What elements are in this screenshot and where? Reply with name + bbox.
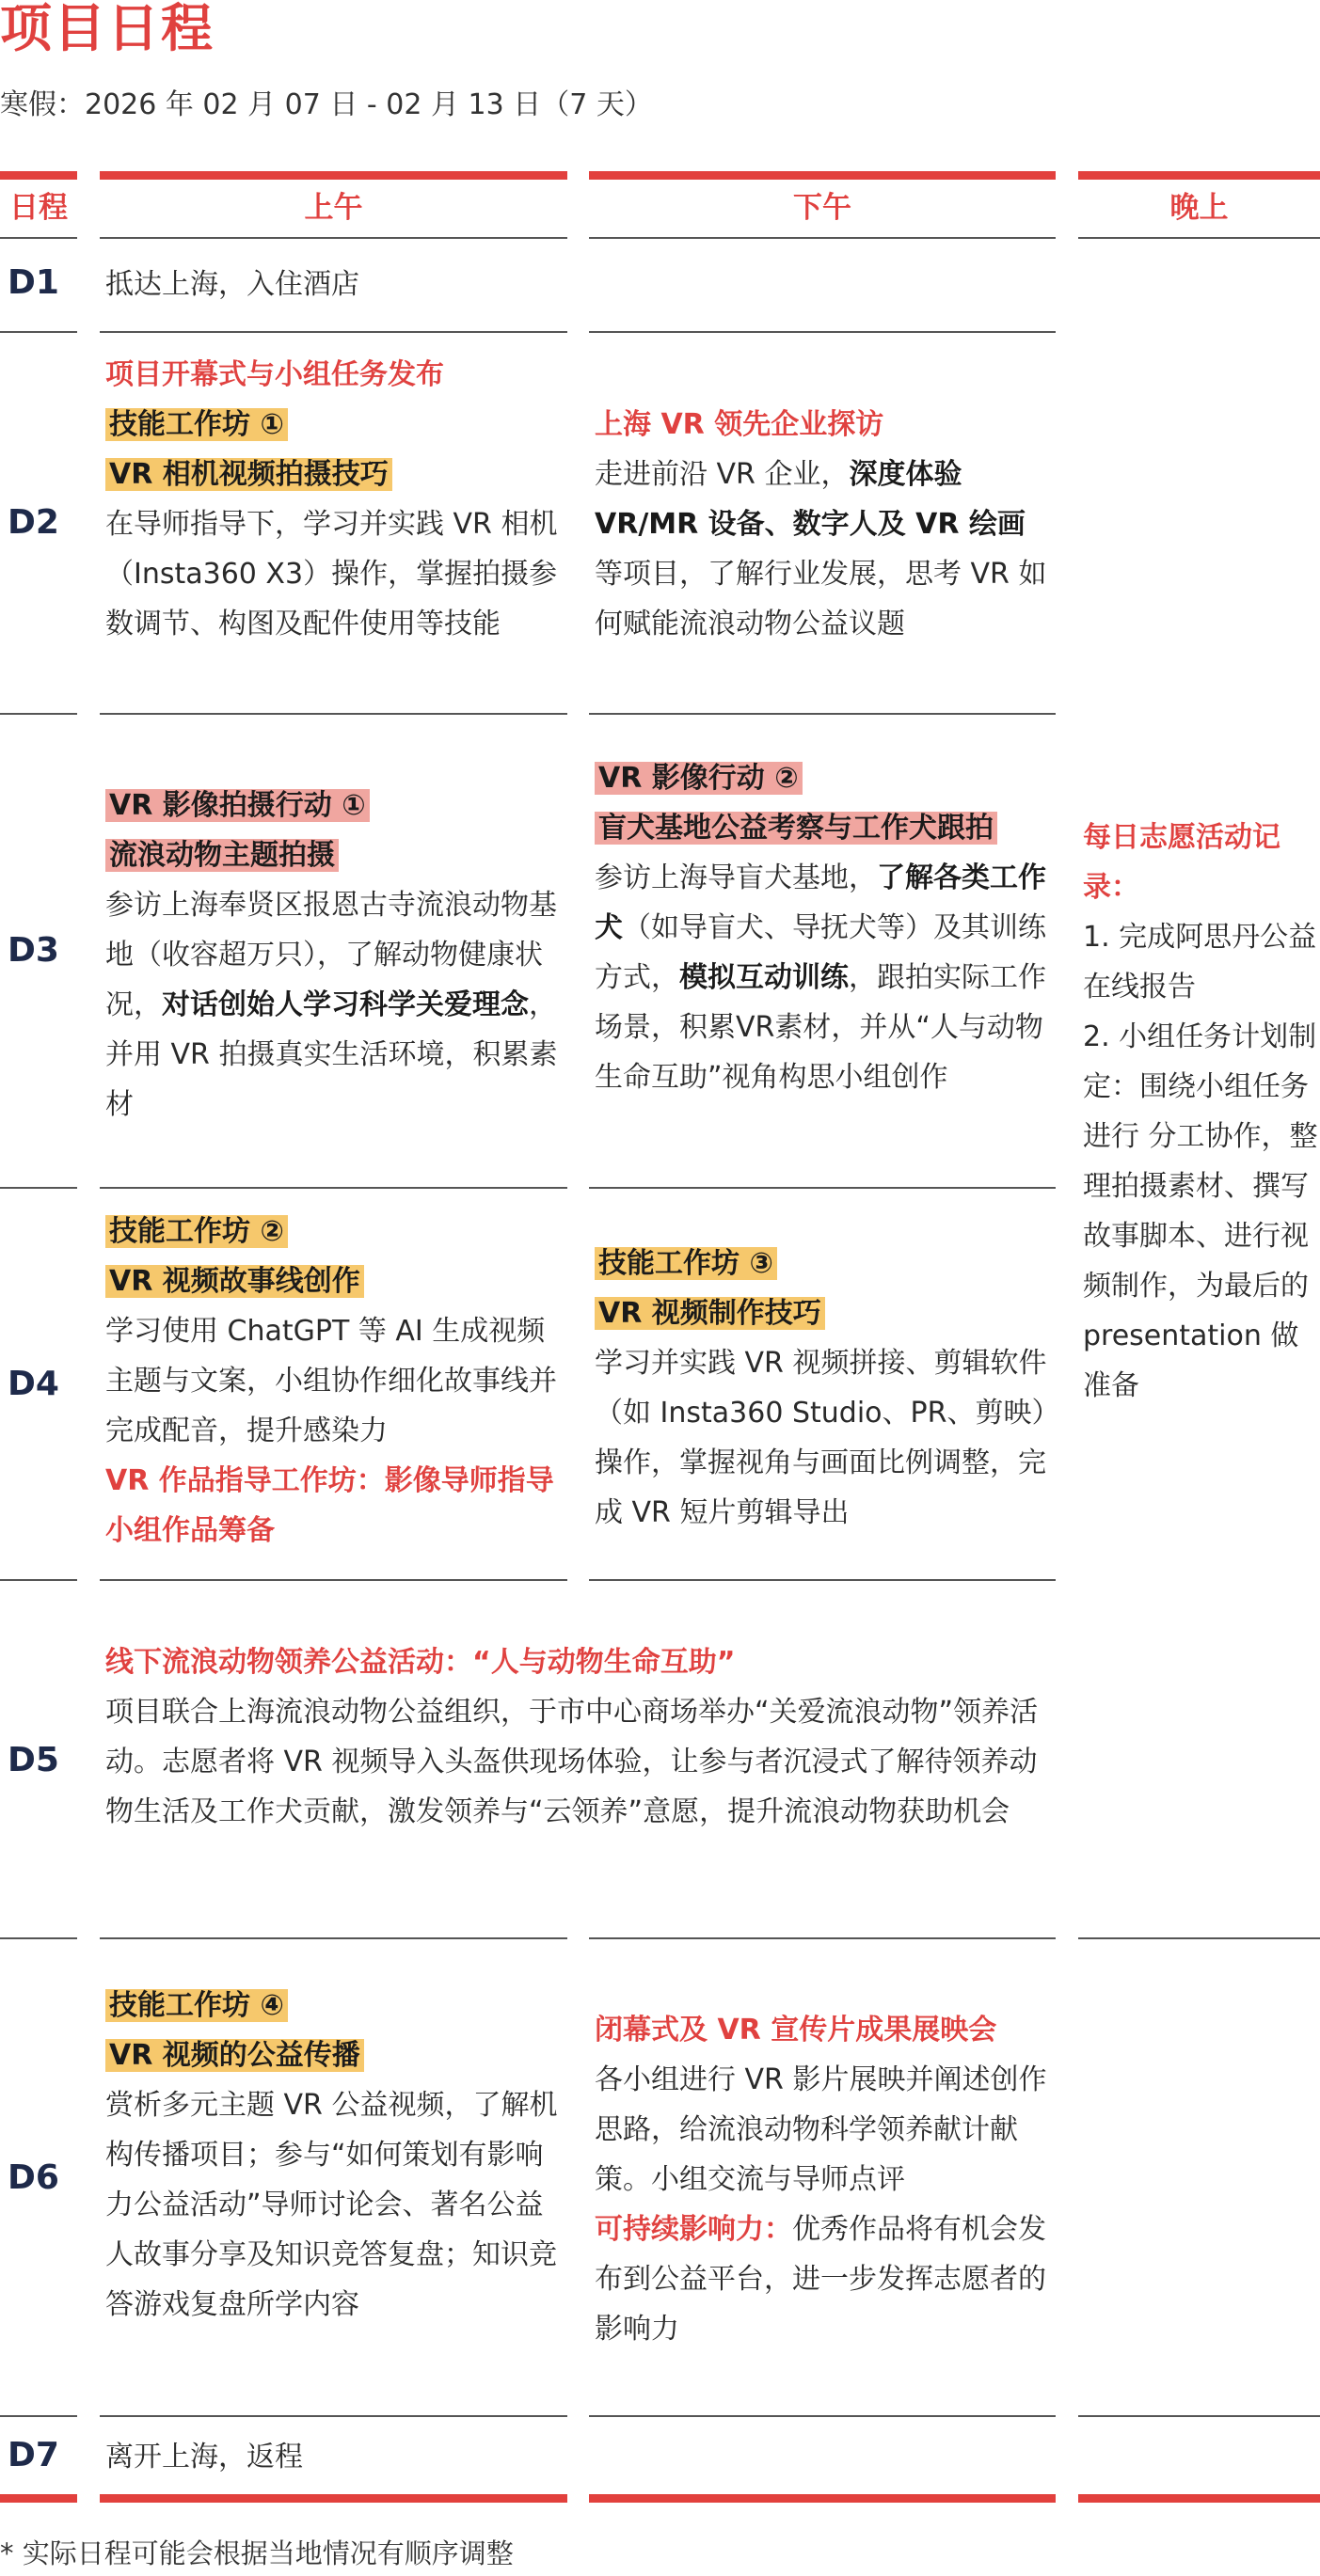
divider xyxy=(0,1579,77,1581)
d1-morning: 抵达上海，入住酒店 xyxy=(105,268,359,301)
d3-pm-heading2: 盲犬基地公益考察与工作犬跟拍 xyxy=(595,812,997,845)
d4-pm-workshop-title: VR 视频制作技巧 xyxy=(595,1297,825,1330)
d3-pm-heading1: VR 影像行动 ② xyxy=(595,762,803,795)
d6-am-workshop: 技能工作坊 ④ xyxy=(105,1989,288,2022)
d2-am-text: 在导师指导下，学习并实践 VR 相机（Insta360 X3）操作，掌握拍摄参数调节、构图及配件使用等技能 xyxy=(105,508,558,640)
divider xyxy=(100,2415,567,2417)
table-bottom-border xyxy=(100,2494,567,2503)
d4-morning xyxy=(105,1207,565,1556)
d3-pm-text2: （如导盲犬、导抚犬等）及其训练方式， xyxy=(595,911,1046,994)
d4-am-red: VR 作品指导工作坊：影像导师指导小组作品筹备 xyxy=(105,1464,554,1547)
page-title: 项目日程 xyxy=(0,0,215,58)
divider xyxy=(0,2415,77,2417)
evening-column xyxy=(1083,813,1318,1411)
divider xyxy=(589,713,1056,715)
d5-title: 线下流浪动物领养公益活动：“人与动物生命互助” xyxy=(105,1646,736,1679)
day-label-d1: D1 xyxy=(8,263,59,302)
divider xyxy=(589,1937,1056,1939)
d6-morning xyxy=(105,1981,565,2330)
d3-am-heading1: VR 影像拍摄行动 ① xyxy=(105,789,370,822)
divider xyxy=(589,1187,1056,1189)
d4-pm-text: 学习并实践 VR 视频拼接、剪辑软件（如 Insta360 Studio、PR、剪映）操作，掌握视角与画面比例调整，完成 VR 短片剪辑导出 xyxy=(595,1347,1047,1529)
d6-pm-text2: 优秀作品将有机会发布到公益平台，进一步发挥志愿者的影响力 xyxy=(595,2213,1046,2346)
d6-am-workshop-title: VR 视频的公益传播 xyxy=(105,2039,364,2072)
day-label-d3: D3 xyxy=(8,931,59,970)
footnote: * 实际日程可能会根据当地情况有顺序调整 xyxy=(0,2537,514,2569)
d6-pm-red: 可持续影响力： xyxy=(595,2213,792,2246)
d2-afternoon xyxy=(595,400,1051,649)
d4-pm-workshop: 技能工作坊 ③ xyxy=(595,1247,777,1280)
day-label-d6: D6 xyxy=(8,2158,59,2197)
divider xyxy=(100,1937,567,1939)
day-label-d4: D4 xyxy=(8,1365,59,1403)
header-day: 日程 xyxy=(0,171,77,239)
divider xyxy=(100,1579,567,1581)
eve-item-2: 2. 小组任务计划制定：围绕小组任务进行 分工协作，整理拍摄素材、撰写故事脚本、进行视频制作，为最后的 presentation 做准备 xyxy=(1083,1020,1318,1402)
divider xyxy=(589,1579,1056,1581)
d4-am-workshop: 技能工作坊 ② xyxy=(105,1215,288,1248)
eve-item-1: 1. 完成阿思丹公益在线报告 xyxy=(1083,921,1317,1004)
d7-morning: 离开上海，返程 xyxy=(105,2441,303,2473)
d2-pm-text2: 等项目，了解行业发展，思考 VR 如何赋能流浪动物公益议题 xyxy=(595,558,1047,640)
d2-am-workshop: 技能工作坊 ① xyxy=(105,408,288,441)
table-bottom-border xyxy=(0,2494,77,2503)
d4-am-text: 学习使用 ChatGPT 等 AI 生成视频主题与文案，小组协作细化故事线并完成配音，提升感染力 xyxy=(105,1315,557,1447)
eve-title: 每日志愿活动记录： xyxy=(1083,821,1280,904)
d3-am-text2: ，并用 VR 拍摄真实生活环境，积累素材 xyxy=(105,988,558,1121)
divider xyxy=(0,1187,77,1189)
d2-pm-bold: 深度体验 VR/MR 设备、数字人及 VR 绘画 xyxy=(595,458,1026,541)
divider xyxy=(1078,1937,1320,1939)
d3-am-heading2: 流浪动物主题拍摄 xyxy=(105,839,339,872)
d3-afternoon xyxy=(595,753,1051,1102)
d3-pm-bold2: 模拟互动训练 xyxy=(679,961,849,994)
day-label-d5: D5 xyxy=(8,1741,59,1779)
d3-pm-bold1: 了解各类工作犬 xyxy=(595,861,1046,944)
d2-pm-text1: 走进前沿 VR 企业， xyxy=(595,458,850,491)
d3-am-bold: 对话创始人学习科学关爱理念 xyxy=(162,988,529,1021)
d4-afternoon xyxy=(595,1239,1051,1538)
d2-pm-title: 上海 VR 领先企业探访 xyxy=(595,408,884,441)
day-label-d2: D2 xyxy=(8,503,59,542)
d6-pm-title: 闭幕式及 VR 宣传片成果展映会 xyxy=(595,2014,997,2047)
divider xyxy=(100,713,567,715)
divider xyxy=(0,331,77,333)
table-bottom-border xyxy=(589,2494,1056,2503)
d5-text: 项目联合上海流浪动物公益组织，于市中心商场举办“关爱流浪动物”领养活动。志愿者将 VR 视频导入头盔供现场体验，让参与者沉浸式了解待领养动物生活及工作犬贡献，激发领养与“云领养”意愿，提升流浪动物获助机会 xyxy=(105,1696,1039,1828)
d6-pm-text: 各小组进行 VR 影片展映并阐述创作思路，给流浪动物科学领养献计献策。小组交流与导师点评 xyxy=(595,2063,1047,2196)
header-pm: 下午 xyxy=(589,171,1056,239)
d3-am-text1: 参访上海奉贤区报恩古寺流浪动物基地（收容超万只），了解动物健康状况， xyxy=(105,889,557,1021)
d2-am-title: 项目开幕式与小组任务发布 xyxy=(105,358,444,391)
d6-afternoon xyxy=(595,2005,1051,2354)
d2-am-workshop-title: VR 相机视频拍摄技巧 xyxy=(105,458,392,491)
header-am: 上午 xyxy=(100,171,567,239)
d5-content xyxy=(105,1637,1056,1837)
day-label-d7: D7 xyxy=(8,2436,59,2474)
page-subtitle: 寒假：2026 年 02 月 07 日 - 02 月 13 日（7 天） xyxy=(0,88,653,121)
header-eve: 晚上 xyxy=(1078,171,1320,239)
d3-pm-text1: 参访上海导盲犬基地， xyxy=(595,861,877,894)
d3-morning xyxy=(105,781,565,1130)
divider xyxy=(589,331,1056,333)
divider xyxy=(1078,2415,1320,2417)
d4-am-workshop-title: VR 视频故事线创作 xyxy=(105,1265,364,1298)
table-bottom-border xyxy=(1078,2494,1320,2503)
divider xyxy=(100,331,567,333)
d6-am-text: 赏析多元主题 VR 公益视频，了解机构传播项目；参与“如何策划有影响力公益活动”导师讨论会、著名公益人故事分享及知识竞答复盘；知识竞答游戏复盘所学内容 xyxy=(105,2089,558,2321)
divider xyxy=(589,2415,1056,2417)
divider xyxy=(100,1187,567,1189)
divider xyxy=(0,1937,77,1939)
divider xyxy=(0,713,77,715)
d2-morning xyxy=(105,350,565,649)
d3-pm-text3: ，跟拍实际工作场景，积累VR素材，并从“人与动物生命互助”视角构思小组创作 xyxy=(595,961,1046,1094)
